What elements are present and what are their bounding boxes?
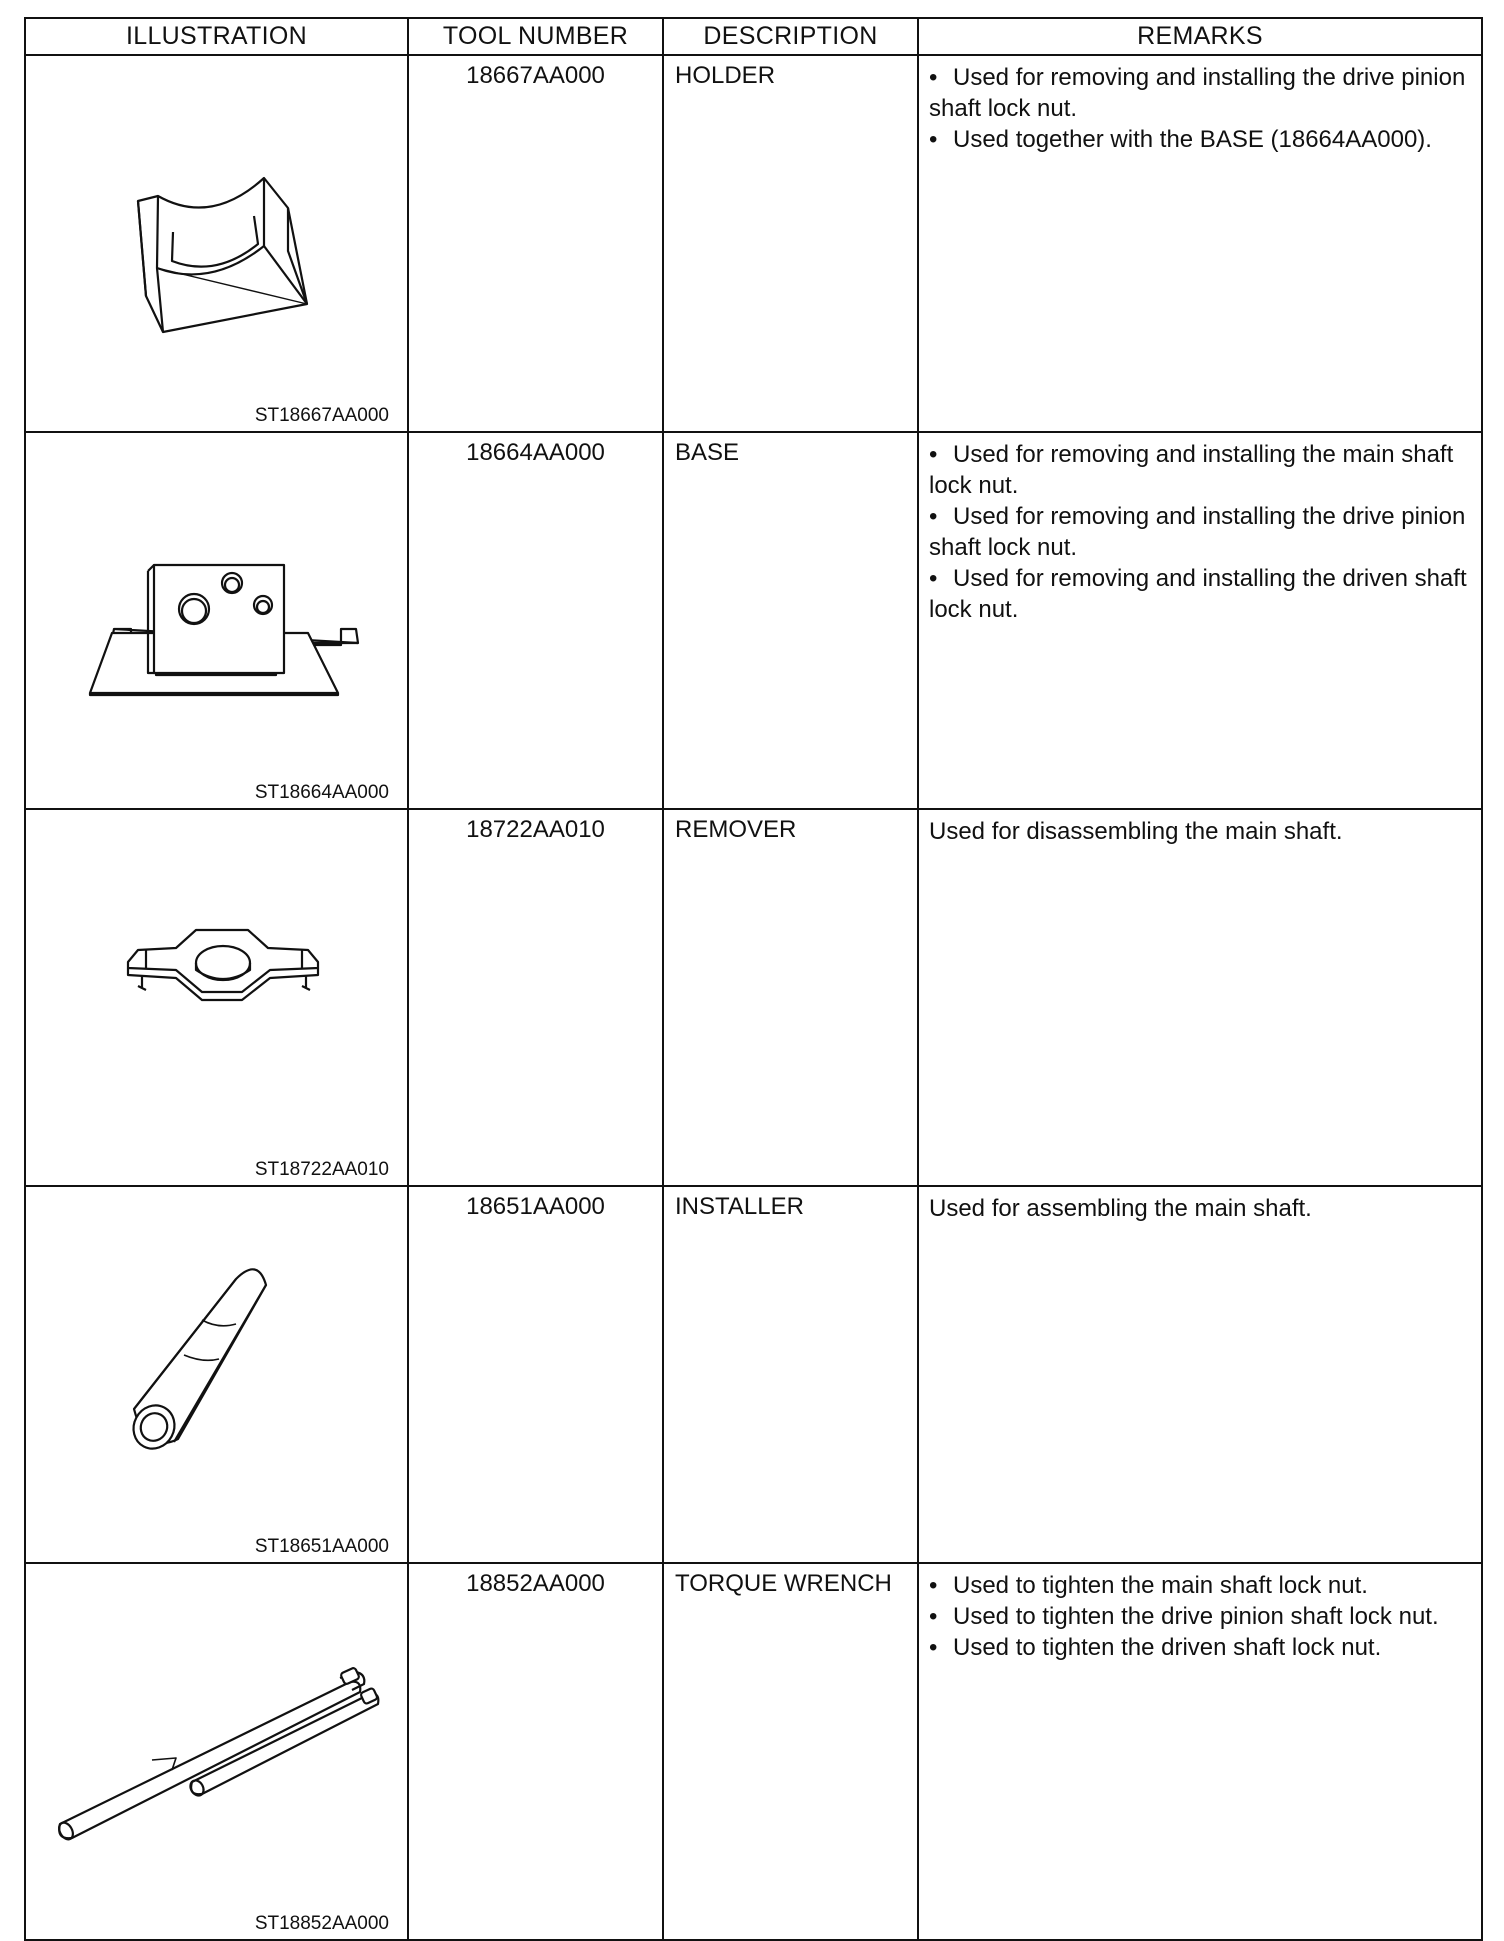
description-cell: HOLDER: [663, 55, 918, 432]
remarks-cell: [918, 432, 1482, 809]
remarks-cell: [918, 1563, 1482, 1940]
illustration-cell: [25, 432, 408, 809]
remark-item: • Used for removing and installing the drive pinion shaft lock nut.: [929, 64, 1466, 122]
table-row: [25, 1563, 1482, 1940]
description-cell: REMOVER: [663, 809, 918, 1186]
remark-item: • Used for removing and installing the driven shaft lock nut.: [929, 565, 1467, 623]
tool-number-cell: 18651AA000: [408, 1186, 663, 1563]
illustration-cell: [25, 809, 408, 1186]
header-illustration: ILLUSTRATION: [25, 18, 408, 55]
illustration-code: ST18651AA000: [254, 1536, 389, 1557]
base-illustration: [26, 433, 409, 802]
remark-item: • Used to tighten the drive pinion shaft lock nut.: [929, 1603, 1439, 1630]
tool-number-cell: 18664AA000: [408, 432, 663, 809]
remark-item: • Used for removing and installing the drive pinion shaft lock nut.: [929, 503, 1466, 561]
header-remarks: REMARKS: [918, 18, 1482, 55]
remark-text: Used for disassembling the main shaft.: [929, 818, 1343, 845]
illustration-cell: [25, 1563, 408, 1940]
illustration-cell: [25, 55, 408, 432]
illustration-code: ST18664AA000: [254, 782, 389, 803]
remark-item: • Used for removing and installing the main shaft lock nut.: [929, 441, 1454, 499]
table-row: [25, 809, 1482, 1186]
remark-item: • Used together with the BASE (18664AA000).: [929, 126, 1432, 153]
special-tools-table: [24, 17, 1483, 1941]
illustration-code: ST18852AA000: [254, 1913, 389, 1934]
header-tool-number: TOOL NUMBER: [408, 18, 663, 55]
remark-item: • Used to tighten the main shaft lock nut.: [929, 1572, 1368, 1599]
remarks-cell: [918, 809, 1482, 1186]
tool-number-cell: 18667AA000: [408, 55, 663, 432]
illustration-cell: [25, 1186, 408, 1563]
table-row: [25, 55, 1482, 432]
remark-text: Used for assembling the main shaft.: [929, 1195, 1312, 1222]
illustration-code: ST18722AA010: [254, 1159, 389, 1180]
illustration-code: ST18667AA000: [254, 405, 389, 426]
remark-item: • Used to tighten the driven shaft lock nut.: [929, 1634, 1382, 1661]
installer-illustration: [26, 1187, 409, 1556]
holder-illustration: [26, 56, 409, 425]
table-row: [25, 432, 1482, 809]
tool-number-cell: 18722AA010: [408, 809, 663, 1186]
remover-illustration: [26, 810, 409, 1179]
table-row: [25, 1186, 1482, 1563]
torque-wrench-illustration: [26, 1564, 409, 1933]
description-cell: BASE: [663, 432, 918, 809]
description-cell: INSTALLER: [663, 1186, 918, 1563]
description-cell: TORQUE WRENCH: [663, 1563, 918, 1940]
tool-number-cell: 18852AA000: [408, 1563, 663, 1940]
table-header-row: [25, 18, 1482, 55]
remarks-cell: [918, 55, 1482, 432]
header-description: DESCRIPTION: [663, 18, 918, 55]
remarks-cell: [918, 1186, 1482, 1563]
